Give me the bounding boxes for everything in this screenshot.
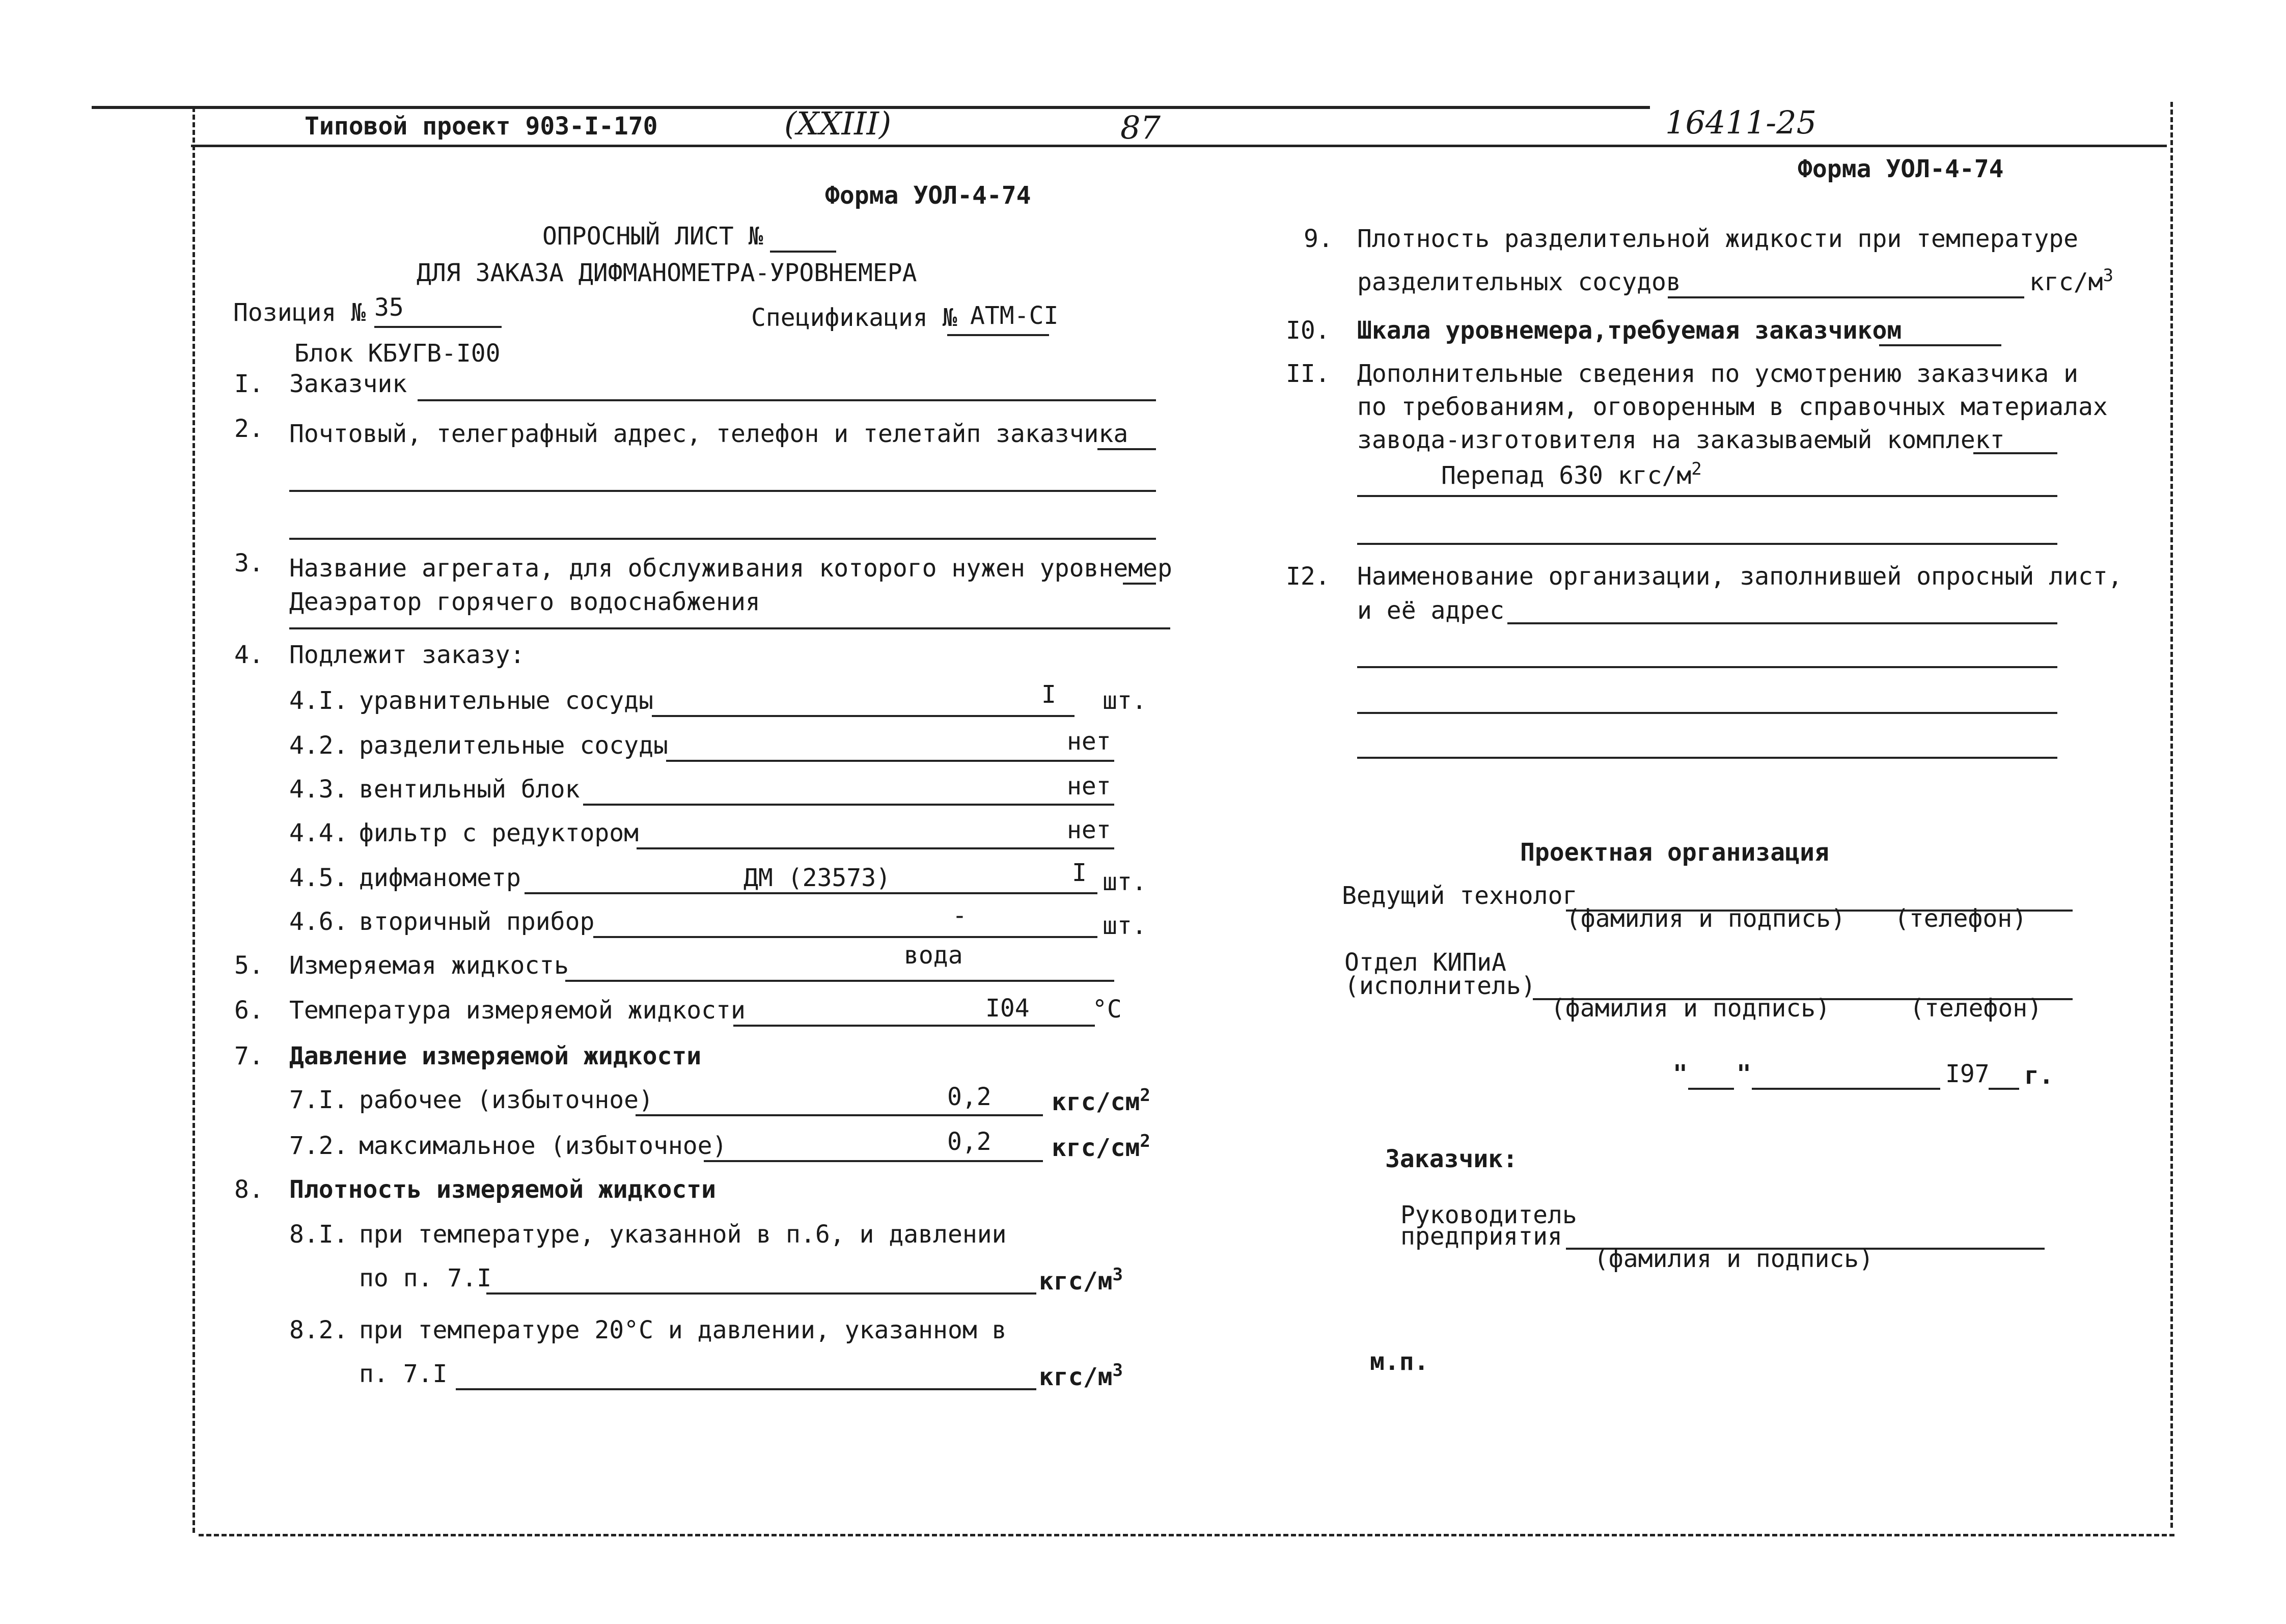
temperature-line [733,1025,1095,1027]
unit-name-line [289,627,1170,629]
questionnaire-subtitle: ДЛЯ ЗАКАЗА ДИФМАНОМЕТРА-УРОВНЕМЕРА [417,259,917,287]
spec-label: Спецификация № [751,304,957,332]
date-year-line [1989,1088,2019,1090]
questionnaire-number-line [770,251,836,253]
item-12-line-2 [1357,666,2057,668]
item-5-number: 5. [234,951,264,980]
customer-label: Заказчик [289,370,407,398]
item-7-1-line [636,1114,1043,1116]
liquid-value: вода [904,941,963,970]
item-4-5-value: I [1072,859,1087,887]
item-4-5-unit: шт. [1103,868,1147,896]
customer-line [418,399,1156,401]
spec-value: АТМ-CI [970,301,1059,330]
phone-hint-2: (телефон) [1910,994,2043,1023]
item-11-number: II. [1286,360,1330,388]
item-4-number: 4. [234,641,264,669]
item-7-2-label: максимальное (избыточное) [359,1132,727,1160]
item-6-number: 6. [234,996,264,1025]
kip-department: Отдел КИПиА [1344,948,1506,977]
date-year: I97 [1945,1060,1990,1088]
item-11-value: Перепад 630 кгс/$м^2$ [1441,459,1702,490]
item-4-2-number: 4.2. [289,731,348,760]
item-4-4-number: 4.4. [289,819,348,847]
address-line-1 [1097,448,1156,450]
page-number: 87 [1120,109,1161,146]
date-month-line [1752,1088,1940,1090]
item-8-2-number: 8.2. [289,1316,348,1344]
item-9-number: 9. [1304,225,1333,253]
seal-place: м.п. [1370,1347,1429,1376]
item-8-1-label: при температуре, указанной в п.6, и давлении [359,1220,1007,1249]
item-12-line-3 [1357,712,2057,714]
temperature-value: I04 [985,994,1030,1023]
item-4-1-label: уравнительные сосуды [359,686,653,715]
item-4-1-unit: шт. [1103,686,1147,715]
item-1-number: I. [234,370,264,398]
pressure-label: Давление измеряемой жидкости [289,1042,702,1070]
item-7-2-number: 7.2. [289,1132,348,1160]
item-8-2-label: при температуре 20°C и давлении, указанном в [359,1316,1007,1344]
date-day-line [1688,1088,1734,1090]
item-11-label-1: Дополнительные сведения по усмотрению заказчика и [1357,360,2079,388]
item-12-line-4 [1357,757,2057,759]
header-bottom-border [191,145,2167,147]
form-title-right: Форма УОЛ-4-74 [1798,155,2004,183]
item-10-line [1879,344,2001,346]
executor-label: (исполнитель) [1344,972,1536,1000]
item-8-1-line [486,1292,1036,1295]
unit-name-line-end [1123,583,1156,585]
left-border [192,107,195,1533]
item-10-label: Шкала уровнемера,требуемая заказчиком [1357,316,1902,345]
album-number: (XXIII) [784,105,892,142]
item-4-6-unit: шт. [1103,912,1147,940]
item-4-1-line [652,715,1075,717]
item-9-line [1668,296,2024,298]
customer-signoff: Заказчик: [1385,1145,1518,1173]
temperature-unit: °C [1092,995,1122,1024]
position-line [374,326,502,328]
item-4-2-value: нет [1067,727,1111,756]
item-12-label-1: Наименование организации, заполнившей опросный лист, [1357,562,2123,591]
spec-line [947,334,1049,336]
item-3-number: 3. [234,549,264,577]
date-suffix: г. [2024,1061,2054,1090]
unit-name-value: Деаэратор горячего водоснабжения [289,588,760,616]
item-4-5-label: дифманометр [359,864,521,892]
bottom-border [199,1534,2174,1536]
item-4-3-value: нет [1067,772,1111,801]
phone-hint-1: (телефон) [1894,904,2027,933]
date-quote-2: " [1737,1060,1751,1088]
item-9-label-2: разделительных сосудов [1357,268,1681,296]
item-4-3-label: вентильный блок [359,775,580,804]
item-7-2-unit: кгс/$см^2$ [1052,1131,1150,1162]
item-2-number: 2. [234,415,264,443]
item-4-4-value: нет [1067,816,1111,844]
item-4-5-number: 4.5. [289,864,348,892]
position-value: 35 [374,293,404,322]
item-4-6-label: вторичный прибор [359,907,595,936]
unit-name-label: Название агрегата, для обслуживания которого нужен уровнемер [289,554,1172,583]
item-11-line-2 [1357,543,2057,545]
item-7-number: 7. [234,1042,264,1070]
date-quote-1: " [1673,1060,1688,1088]
item-4-2-label: разделительные сосуды [359,731,668,760]
item-11-line-1 [1357,495,2057,497]
signature-hint-3: (фамилия и подпись) [1594,1245,1874,1273]
head-label-1: Руководитель [1400,1201,1577,1229]
density-label: Плотность измеряемой жидкости [289,1175,717,1204]
item-9-unit: кгс/$м^3$ [2029,265,2113,296]
lead-technologist: Ведущий технолог [1342,882,1578,910]
item-7-1-value: 0,2 [947,1083,991,1111]
item-8-number: 8. [234,1175,264,1204]
liquid-line [565,980,1114,982]
item-4-4-line [637,847,1114,849]
item-8-1-ref: по п. 7.I [359,1264,492,1292]
sheet-code: 16411-25 [1665,104,1817,141]
item-10-number: I0. [1286,316,1330,345]
form-title-left: Форма УОЛ-4-74 [825,181,1031,210]
temperature-label: Температура измеряемой жидкости [289,996,746,1025]
item-8-1-unit: кгс/$м^3$ [1039,1264,1123,1296]
item-12-label-2: и её адрес [1357,596,1504,625]
item-11-line-end [1973,452,2057,454]
item-7-1-label: рабочее (избыточное) [359,1086,653,1114]
design-org: Проектная организация [1520,838,1829,867]
item-11-label-3: завода-изготовителя на заказываемый комплект [1357,426,2005,454]
address-line-2 [289,490,1156,492]
item-12-line-1 [1507,622,2057,624]
item-12-number: I2. [1286,562,1330,591]
item-4-2-line [666,760,1114,762]
item-8-1-number: 8.I. [289,1220,348,1249]
questionnaire-title: ОПРОСНЫЙ ЛИСТ № [542,222,763,251]
item-4-5-line [525,892,1097,894]
item-8-2-unit: кгс/$м^3$ [1039,1360,1123,1391]
item-9-label: Плотность разделительной жидкости при температуре [1357,225,2079,253]
item-4-3-number: 4.3. [289,775,348,804]
order-subject: Подлежит заказу: [289,641,525,669]
item-7-1-number: 7.I. [289,1086,348,1114]
item-7-2-value: 0,2 [947,1127,991,1156]
address-label: Почтовый, телеграфный адрес, телефон и телетайп заказчика [289,420,1128,448]
right-border [2170,102,2173,1528]
signature-hint-2: (фамилия и подпись) [1551,994,1831,1023]
item-4-1-value: I [1041,680,1056,709]
item-4-1-number: 4.I. [289,686,348,715]
head-label-2: предприятия [1400,1222,1562,1251]
item-7-1-unit: кгс/$см^2$ [1052,1085,1150,1116]
item-4-3-line [583,804,1114,806]
item-4-6-value: - [952,901,967,930]
item-4-5-model: ДМ (23573) [743,864,891,892]
item-4-6-number: 4.6. [289,907,348,936]
block-name: Блок КБУГВ-I00 [294,339,501,368]
item-4-4-label: фильтр с редуктором [359,819,639,847]
signature-hint-1: (фамилия и подпись) [1566,904,1846,933]
address-line-3 [289,538,1156,540]
item-8-2-line [456,1388,1036,1390]
item-7-2-line [704,1160,1043,1162]
item-8-2-ref: п. 7.I [359,1360,448,1388]
item-11-label-2: по требованиям, оговоренным в справочных материалах [1357,393,2108,421]
project-number: Типовой проект 903-I-170 [305,112,658,141]
position-label: Позиция № [233,298,366,327]
liquid-label: Измеряемая жидкость [289,951,569,980]
item-4-6-line [593,936,1097,938]
